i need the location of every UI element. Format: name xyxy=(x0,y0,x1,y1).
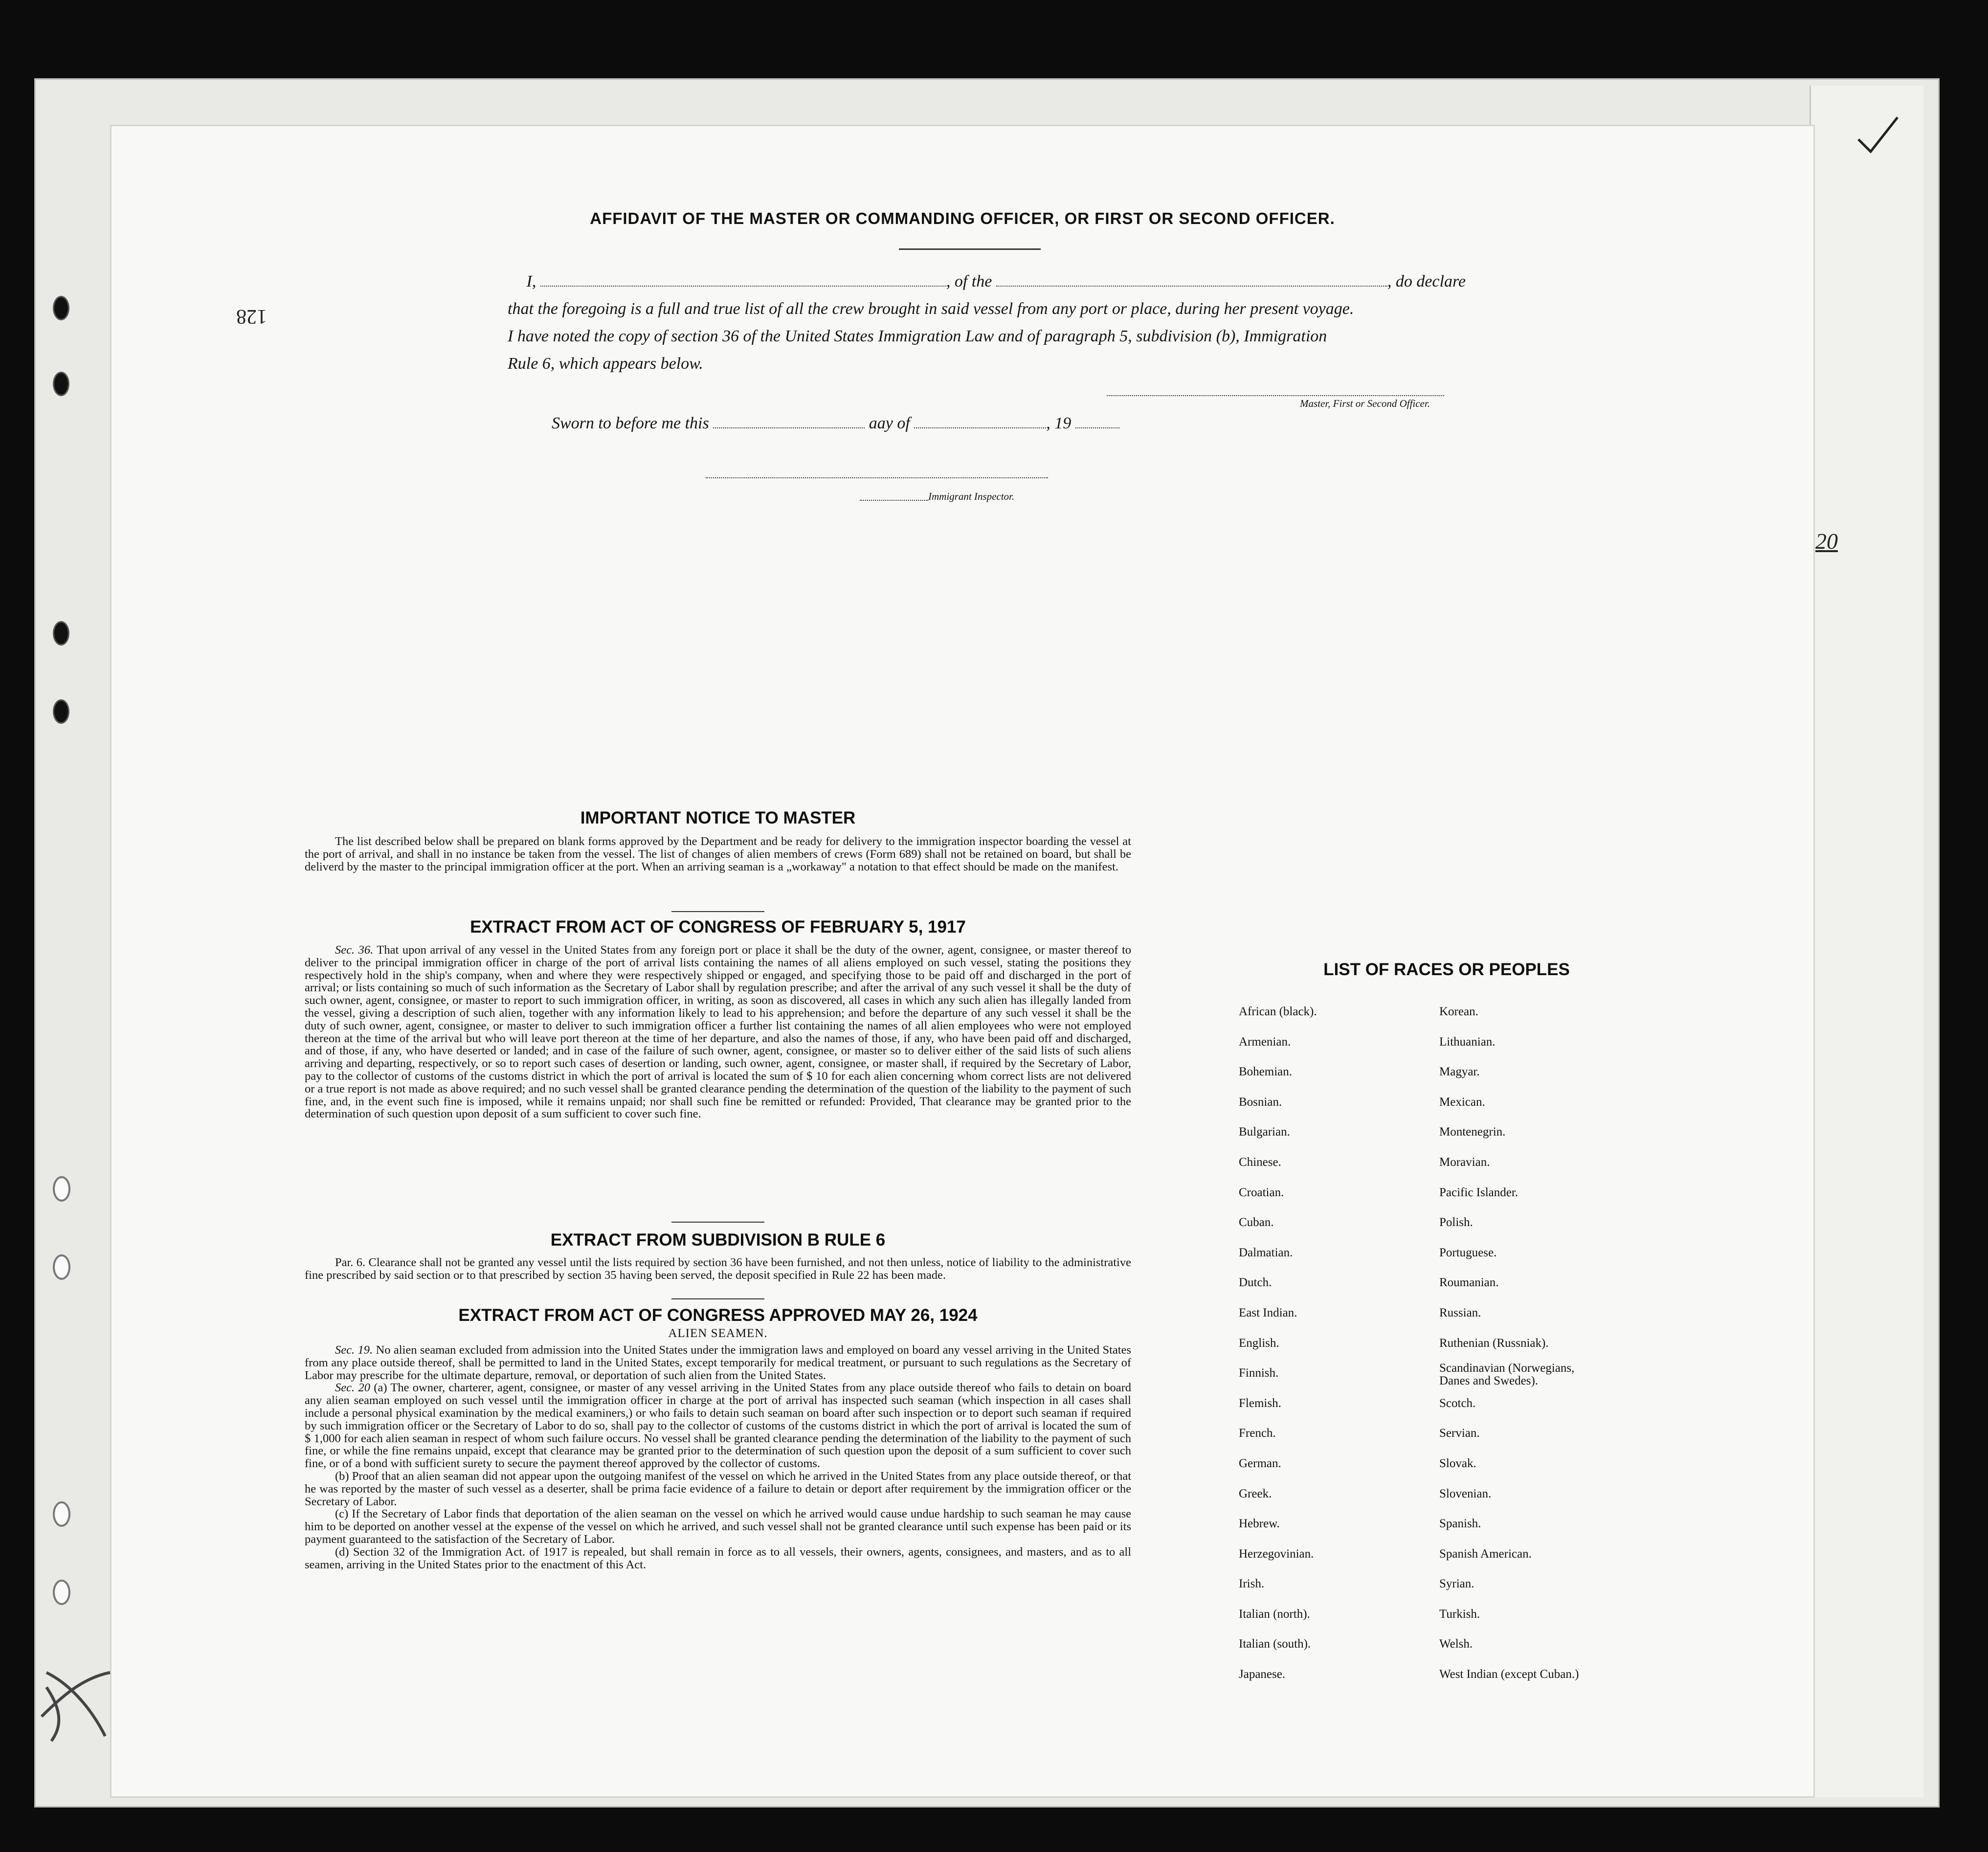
extract-rule6-text: Par. 6. Clearance shall not be granted any vessel until the lists required by section 36 have been furnished, and not then unless, notice of liability to the administrative fine prescribed by said section or to that prescribed by section 35 having been served, the deposit specified in Rule 22 has been made. xyxy=(305,1256,1131,1282)
race-item: Syrian. xyxy=(1439,1577,1474,1591)
notice-text: The list described below shall be prepared on blank forms approved by the Department and be ready for delivery to the immigration inspector boarding the vessel at the port of arrival, and shall in no instance be taken from the vessel. The list of changes of alien members of crews (Form 689) shall not be retained on board, but shall be deliverd by the master to the principal immigration officer at the port. When an arriving seaman is a „workaway" a notation to that effect should be made on the manifest. xyxy=(305,835,1131,873)
sec-19-label: Sec. 19. xyxy=(335,1343,373,1357)
race-item: Dutch. xyxy=(1239,1276,1272,1290)
race-item: Korean. xyxy=(1439,1005,1478,1018)
signature-blank[interactable] xyxy=(1107,381,1444,396)
sec-20c-body: (c) If the Secretary of Labor finds that deportation of the alien seaman on the vessel on which he arrived would cause undue hardship to such seaman he may cause him to be deported on another vessel at the expense of the vessel on which he arrived, and such vessel shall not be granted clearance until such expense has been paid or its payment guaranteed to the satisfaction of the Secretary of Labor. xyxy=(305,1507,1131,1546)
sec-20b-body: (b) Proof that an alien seaman did not appear upon the outgoing manifest of the vessel on which he arrived in the United States from any place outside thereof, or that he was reported by the master of such vessel as a deserter, shall be prima facie evidence of a failure to detain or deport after requirement by the immigration officer or the Secretary of Labor. xyxy=(305,1469,1131,1508)
race-item: Bosnian. xyxy=(1239,1095,1282,1109)
races-right-column xyxy=(1439,997,1606,1690)
race-item: Dalmatian. xyxy=(1239,1246,1293,1259)
race-item: Montenegrin. xyxy=(1439,1125,1506,1139)
margin-note: 20 xyxy=(1815,529,1838,554)
race-item: Russian. xyxy=(1439,1306,1481,1319)
notice-title: IMPORTANT NOTICE TO MASTER xyxy=(580,808,856,827)
inspector-blank[interactable] xyxy=(860,486,928,501)
races-left-column xyxy=(1239,997,1317,1690)
race-item: Italian (north). xyxy=(1239,1607,1310,1621)
race-item: Slovak. xyxy=(1439,1456,1476,1470)
races-title: LIST OF RACES OR PEOPLES xyxy=(1323,960,1570,979)
race-item: Herzegovinian. xyxy=(1239,1547,1314,1561)
affidavit-title: AFFIDAVIT OF THE MASTER OR COMMANDING OFFICER, OR FIRST OR SECOND OFFICER. xyxy=(590,209,1335,227)
race-item: African (black). xyxy=(1239,1005,1317,1018)
race-item: French. xyxy=(1239,1427,1276,1440)
extract-1924-title: EXTRACT FROM ACT OF CONGRESS APPROVED MAY 26, 1924 xyxy=(458,1306,978,1325)
back-sheet-edge xyxy=(1809,86,1923,1797)
race-item: Spanish. xyxy=(1439,1517,1481,1531)
binder-hole xyxy=(53,1176,70,1202)
race-item: Portuguese. xyxy=(1439,1246,1497,1259)
manifest-page xyxy=(110,125,1815,1798)
race-item: Roumanian. xyxy=(1439,1276,1499,1290)
race-item: Hebrew. xyxy=(1239,1517,1280,1531)
sec-20a-body: (a) The owner, charterer, agent, consignee, or master of any vessel arriving in the United States from any place outside thereof who fails to detain on board any alien seaman employed on such vessel until the immigration officer in charge at the port of arrival has inspected such seaman (which inspection in all cases shall include a personal physical examination by the medical examiners,) or who fails to detain such seaman on board after such inspection or to deport such seaman if required by such immigration officer or the Secretary of Labor to do so, shall pay to the collector of customs of the customs district in which the port of arrival is located the sum of $ 1,000 for each alien seaman in respect of whom such failure occurs. No vessel shall be granted clearance pending the determination of the liability to the payment of such fine, or while the fine remains unpaid, except that clearance may be granted prior to the determination of such question upon the deposit of a sum sufficient to cover such fine, or of a bond with sufficient surety to secure the payment thereof approved by the collector of customs. xyxy=(305,1381,1132,1471)
race-item: Bohemian. xyxy=(1239,1065,1293,1079)
race-item: Scandinavian (Norwegians, Danes and Swedes). xyxy=(1439,1361,1575,1388)
extract-1924-text xyxy=(305,1344,1131,1571)
check-mark-icon xyxy=(1854,110,1902,159)
affidavit-body xyxy=(508,268,1559,378)
name-blank[interactable] xyxy=(540,272,946,287)
race-item: Croatian. xyxy=(1239,1185,1284,1199)
binder-hole xyxy=(53,699,69,724)
race-item: Bulgarian. xyxy=(1239,1125,1290,1139)
race-item: Pacific Islander. xyxy=(1439,1185,1519,1199)
race-item: Turkish. xyxy=(1439,1607,1480,1621)
divider xyxy=(671,911,764,912)
race-item: Finnish. xyxy=(1239,1366,1279,1380)
inspector-label: Immigrant Inspector. xyxy=(928,491,1015,502)
year-blank[interactable] xyxy=(1075,414,1119,428)
race-item: Chinese. xyxy=(1239,1155,1281,1169)
sec-20-label: Sec. 20 xyxy=(335,1381,370,1395)
sworn-mid: aay of xyxy=(869,414,910,432)
race-item: Spanish American. xyxy=(1439,1547,1532,1561)
sworn-line xyxy=(552,410,1119,437)
divider xyxy=(671,1298,764,1299)
race-item: Cuban. xyxy=(1239,1216,1274,1229)
race-item: Scotch. xyxy=(1439,1396,1476,1410)
binder-hole xyxy=(53,621,69,646)
extract-1917-text xyxy=(305,944,1131,1120)
binder-hole xyxy=(53,1501,70,1527)
binder-hole xyxy=(53,372,69,396)
sworn-start: Sworn to before me this xyxy=(552,414,709,432)
binder-hole xyxy=(53,296,69,320)
race-item: German. xyxy=(1239,1456,1281,1470)
sec-19-body: No alien seaman excluded from admission into the United States under the immigration laws and employed on board any vessel arriving in the United States from any place outside thereof, shall be permitted to land in the United States, except temporarily for medical treatment, or pursuant to such regulations as the Secretary of Labor may prescribe for the ultimate departure, removal, or deportation of such alien from the United States. xyxy=(305,1343,1131,1382)
race-item: Slovenian. xyxy=(1439,1487,1492,1500)
affidavit-line2: that the foregoing is a full and true list of all the crew brought in said vessel from any port or place, during her present voyage. xyxy=(508,300,1354,318)
race-item: Servian. xyxy=(1439,1427,1480,1440)
race-item: Italian (south). xyxy=(1239,1637,1311,1651)
extract-1917-title: EXTRACT FROM ACT OF CONGRESS OF FEBRUARY 5, 1917 xyxy=(470,917,966,937)
sworn-end: , 19 xyxy=(1046,414,1072,432)
affidavit-line3: I have noted the copy of section 36 of the United States Immigration Law and of paragraph 5, subdivision (b), Immigration xyxy=(508,327,1327,345)
sec-36-label: Sec. 36. xyxy=(335,943,374,957)
affidavit-line1-start: I, xyxy=(526,272,536,290)
race-item: West Indian (except Cuban.) xyxy=(1439,1668,1579,1681)
race-item: Irish. xyxy=(1239,1577,1265,1591)
inspector-signature-blank[interactable] xyxy=(706,464,1048,478)
binder-hole xyxy=(53,1580,70,1605)
day-blank[interactable] xyxy=(713,414,865,428)
divider xyxy=(671,1222,764,1223)
race-item: East Indian. xyxy=(1239,1306,1297,1319)
binder-hole xyxy=(53,1254,70,1280)
race-item: Japanese. xyxy=(1239,1668,1286,1681)
vessel-blank[interactable] xyxy=(996,272,1387,287)
race-item: Flemish. xyxy=(1239,1396,1281,1410)
affidavit-line1-mid: , of the xyxy=(946,272,992,290)
race-item: Welsh. xyxy=(1439,1637,1473,1651)
race-item: Mexican. xyxy=(1439,1095,1485,1109)
race-item: Armenian. xyxy=(1239,1035,1291,1049)
race-item: Ruthenian (Russniak). xyxy=(1439,1336,1549,1350)
extract-1924-subtitle: ALIEN SEAMEN. xyxy=(668,1327,768,1340)
race-item: English. xyxy=(1239,1336,1279,1350)
race-item: Lithuanian. xyxy=(1439,1035,1496,1049)
race-item: Moravian. xyxy=(1439,1155,1490,1169)
race-item: Greek. xyxy=(1239,1487,1272,1500)
sec-36-body: That upon arrival of any vessel in the United States from any foreign port or place it shall be the duty of the owner, agent, consignee, or master thereof to deliver to the principal immigration officer in charge of the port of arrival lists containing the names of all aliens employed on such vessel, stating the positions they respectively hold in the ship's company, when and where they were respectively shipped or engaged, and specifying those to be paid off and discharged in the port of arrival; or lists containing so much of such information as the Secretary of Labor shall by regulation prescribe; and after the arrival of any such vessel it shall be the duty of such owner, agent, consignee, or master to report to such immigration officer, in writing, as soon as discovered, all cases in which any such alien has illegally landed from the vessel, giving a description of such alien, together with any information likely to lead to his apprehension; and before the departure of any such vessel it shall be the duty of such owner, agent, consignee, or master to deliver to such immigration officer a further list containing the names of all alien employees who were not employed thereon at the time of the arrival but who will leave port thereon at the time of her departure, and also the names of those, if any, who have been paid off and discharged, and of those, if any, who have deserted or landed; and in case of the failure of such owner, agent, consignee, or master so to deliver either of the said lists of such aliens arriving and departing, respectively, or so to report such cases of desertion or landing, such owner, agent, consignee, or master shall, if required by the Secretary of Labor, pay to the collector of customs of the customs district in which the port of arrival is located the sum of $ 10 for each alien concerning whom correct lists are not delivered or a true report is not made as above required; and no such vessel shall be granted clearance pending the determination of the question of the liability to the payment of such fine, and, in the event such fine is imposed, while it remains unpaid; nor shall such fine be remitted or refunded: Provided, That clearance may be granted prior to the determination of such question upon deposit of a sum sufficient to cover such fine. xyxy=(305,943,1131,1121)
extract-rule6-title: EXTRACT FROM SUBDIVISION B RULE 6 xyxy=(550,1230,886,1250)
pencil-scribble-icon xyxy=(37,1658,115,1746)
page-number: 128 xyxy=(236,305,267,328)
signature-label: Master, First or Second Officer. xyxy=(1300,398,1430,409)
divider xyxy=(899,248,1041,250)
month-blank[interactable] xyxy=(914,414,1046,428)
race-item: Polish. xyxy=(1439,1216,1473,1229)
sec-20d-body: (d) Section 32 of the Immigration Act. of 1917 is repealed, but shall remain in force as to all vessels, their owners, agents, consignees, and masters, and as to all seamen, arriving in the United States prior to the enactment of this Act. xyxy=(305,1545,1131,1571)
affidavit-line1-end: , do declare xyxy=(1387,272,1466,290)
race-item: Magyar. xyxy=(1439,1065,1480,1079)
affidavit-line4: Rule 6, which appears below. xyxy=(508,355,703,373)
